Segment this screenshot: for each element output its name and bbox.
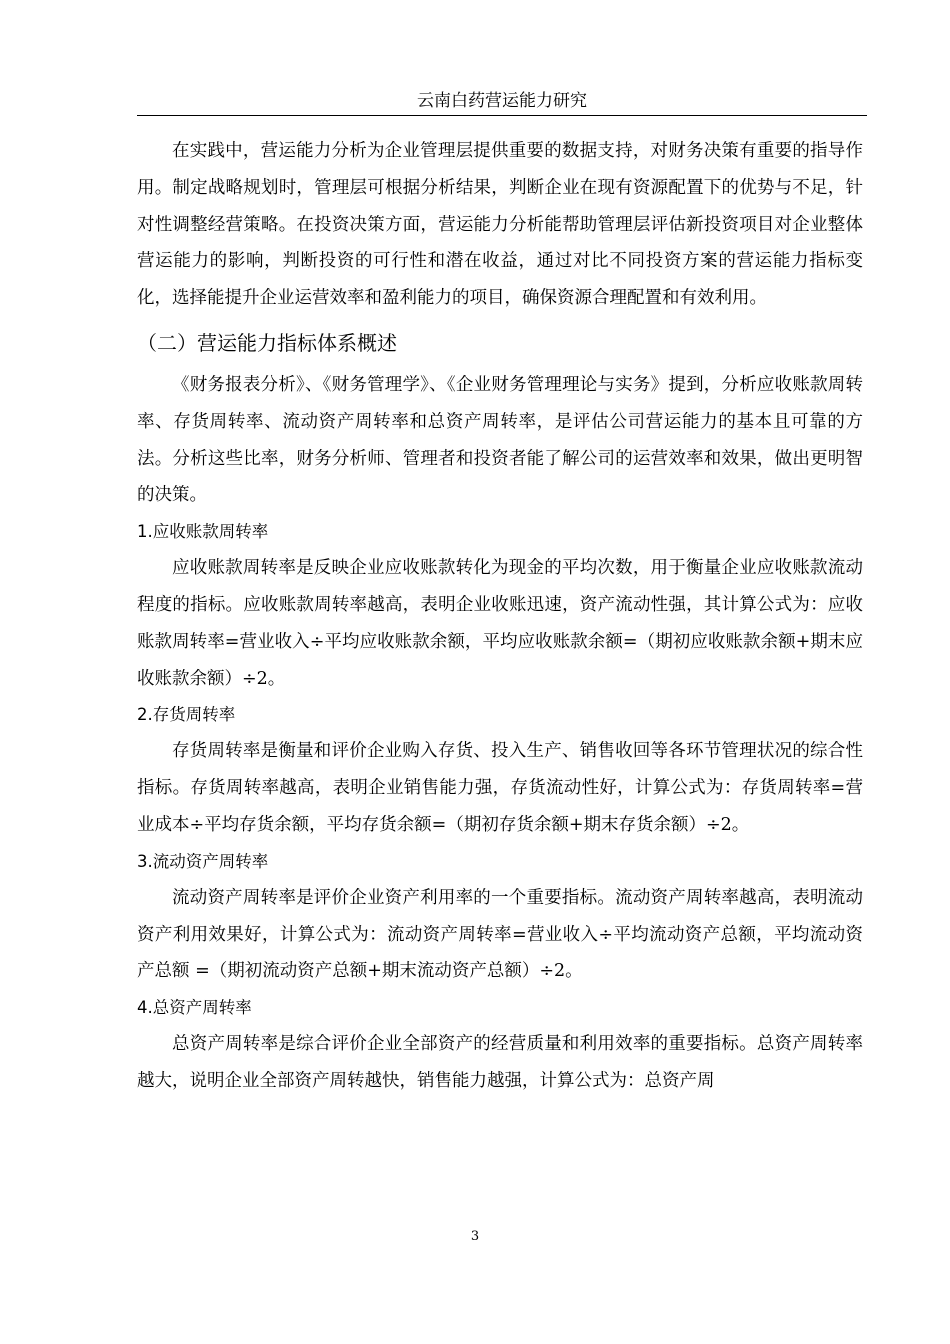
section-paragraph: 《财务报表分析》、《财务管理学》、《企业财务管理理论与实务》提到，分析应收账款周转率、存货周转率、流动资产周转率和总资产周转率，是评估公司营运能力的基本且可靠的方法。分析这些比率，财务分析师、管理者和投资者能了解公司的运营效率和效果，做出更明智的决策。 (137, 374, 863, 506)
subsection-paragraph-receivables: 应收账款周转率是反映企业应收账款转化为现金的平均次数，用于衡量企业应收账款流动程度的指标。应收账款周转率越高，表明企业收账迅速，资产流动性强，其计算公式为：应收账款周转率=营业收入÷平均应收账款余额，平均应收账款余额=（期初应收账款余额+期末应收账款余额）÷2。 (137, 558, 863, 689)
page-number: 3 (470, 1229, 480, 1244)
intro-paragraph: 在实践中，营运能力分析为企业管理层提供重要的数据支持，对财务决策有重要的指导作用。制定战略规划时，管理层可根据分析结果，判断企业在现有资源配置下的优势与不足，针对性调整经营策略。在投资决策方面，营运能力分析能帮助管理层评估新投资项目对企业整体营运能力的影响，判断投资的可行性和潜在收益，通过对比不同投资方案的营运能力指标变化，选择能提升企业运营效率和盈利能力的项目，确保资源合理配置和有效利用。 (137, 141, 863, 309)
subsection-heading-receivables: 1.应收账款周转率 (137, 522, 269, 542)
subsection-heading-total-assets: 4.总资产周转率 (137, 998, 252, 1018)
subsection-paragraph-inventory: 存货周转率是衡量和评价企业购入存货、投入生产、销售收回等各环节管理状况的综合性指标。存货周转率越高，表明企业销售能力强，存货流动性好，计算公式为：存货周转率=营业成本÷平均存货余额，平均存货余额=（期初存货余额+期末存货余额）÷2。 (137, 741, 863, 835)
header-rule (137, 115, 867, 116)
running-header: 云南白药营运能力研究 (417, 91, 587, 111)
subsection-paragraph-total-assets: 总资产周转率是综合评价企业全部资产的经营质量和利用效率的重要指标。总资产周转率越大，说明企业全部资产周转越快，销售能力越强，计算公式为：总资产周 (137, 1034, 863, 1091)
document-body (137, 133, 863, 1100)
subsection-heading-current-assets: 3.流动资产周转率 (137, 851, 269, 871)
subsection-paragraph-current-assets: 流动资产周转率是评价企业资产利用率的一个重要指标。流动资产周转率越高，表明流动资产利用效果好，计算公式为：流动资产周转率=营业收入÷平均流动资产总额，平均流动资产总额 =（期初流动资产总额+期末流动资产总额）÷2。 (137, 887, 863, 982)
section-heading: （二）营运能力指标体系概述 (137, 330, 397, 355)
subsection-heading-inventory: 2.存货周转率 (137, 705, 236, 725)
